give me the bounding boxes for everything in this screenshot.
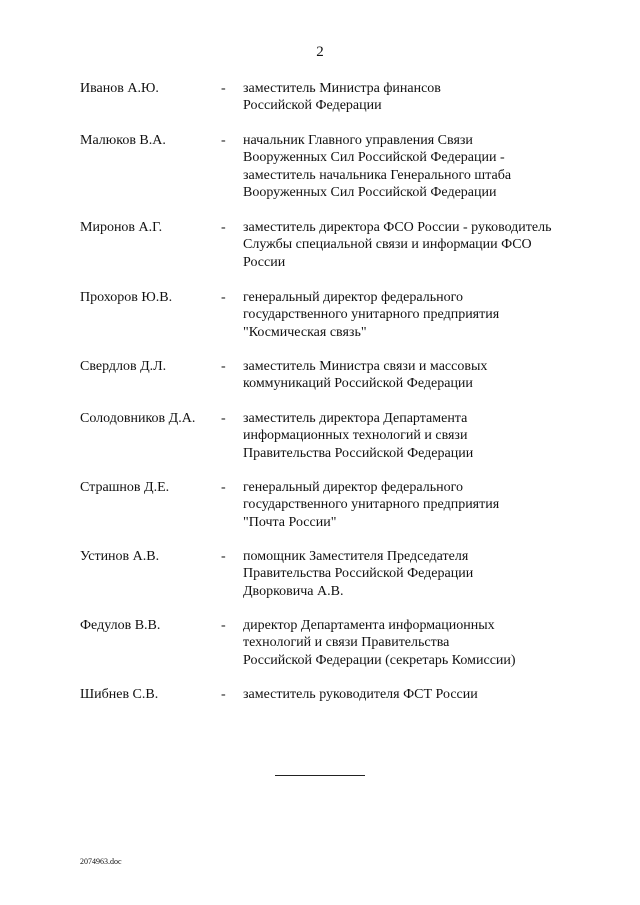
- position-line: Дворковича А.В.: [243, 583, 344, 599]
- dash-separator: -: [221, 411, 226, 426]
- dash-separator: -: [221, 133, 226, 148]
- position-line: заместитель руководителя ФСТ России: [243, 687, 478, 702]
- member-position: [243, 686, 603, 703]
- member-position: [243, 617, 603, 669]
- position-line: Правительства Российской Федерации: [243, 445, 474, 461]
- position-line: Службы специальной связи и информации ФСО: [243, 237, 532, 253]
- position-line: заместитель Министра финансов: [243, 81, 441, 96]
- member-row: [0, 617, 640, 687]
- member-name: Свердлов Д.Л.: [80, 359, 167, 374]
- member-row: [0, 410, 640, 480]
- page-number: 2: [316, 44, 324, 60]
- position-line: коммуникаций Российской Федерации: [243, 376, 473, 392]
- member-row: [0, 132, 640, 202]
- end-of-list-rule: [275, 775, 365, 776]
- member-name: Устинов А.В.: [80, 549, 160, 564]
- member-name: Страшнов Д.Е.: [80, 480, 170, 495]
- position-line: Вооруженных Сил Российской Федерации -: [243, 150, 505, 166]
- position-line: Вооруженных Сил Российской Федерации: [243, 184, 497, 200]
- member-row: [0, 548, 640, 618]
- position-line: информационных технологий и связи: [243, 428, 468, 444]
- dash-separator: -: [221, 549, 226, 564]
- position-line: помощник Заместителя Председателя: [243, 549, 469, 564]
- dash-separator: -: [221, 687, 226, 702]
- member-position: [243, 358, 603, 393]
- position-line: технологий и связи Правительства: [243, 635, 450, 651]
- member-position: [243, 479, 603, 531]
- member-name: Федулов В.В.: [80, 618, 161, 633]
- member-name: Солодовников Д.А.: [80, 411, 196, 426]
- position-line: заместитель начальника Генерального штаба: [243, 167, 512, 183]
- position-line: начальник Главного управления Связи: [243, 133, 473, 148]
- footer-file-name: 2074963.doc: [80, 857, 122, 866]
- member-position: [243, 132, 603, 201]
- position-line: "Почта России": [243, 514, 337, 530]
- position-line: "Космическая связь": [243, 324, 367, 340]
- position-line: Российской Федерации (секретарь Комиссии): [243, 652, 516, 668]
- dash-separator: -: [221, 359, 226, 374]
- member-position: [243, 289, 603, 341]
- position-line: Правительства Российской Федерации: [243, 566, 474, 582]
- member-position: [243, 219, 603, 271]
- member-name: Прохоров Ю.В.: [80, 290, 173, 305]
- dash-separator: -: [221, 81, 226, 96]
- position-line: генеральный директор федерального: [243, 290, 463, 305]
- dash-separator: -: [221, 480, 226, 495]
- member-name: Шибнев С.В.: [80, 687, 159, 702]
- member-position: [243, 80, 603, 115]
- member-row: [0, 686, 640, 706]
- member-position: [243, 548, 603, 600]
- position-line: заместитель Министра связи и массовых: [243, 359, 488, 374]
- dash-separator: -: [221, 220, 226, 235]
- position-line: генеральный директор федерального: [243, 480, 463, 495]
- member-position: [243, 410, 603, 462]
- dash-separator: -: [221, 290, 226, 305]
- position-line: директор Департамента информационных: [243, 618, 495, 633]
- position-line: заместитель директора Департамента: [243, 411, 468, 426]
- member-row: [0, 289, 640, 359]
- position-line: Российской Федерации: [243, 98, 382, 114]
- member-name: Иванов А.Ю.: [80, 81, 159, 96]
- position-line: России: [243, 254, 286, 270]
- position-line: заместитель директора ФСО России - руководитель: [243, 220, 552, 235]
- member-name: Миронов А.Г.: [80, 220, 163, 235]
- position-line: государственного унитарного предприятия: [243, 307, 500, 323]
- member-row: [0, 219, 640, 289]
- dash-separator: -: [221, 618, 226, 633]
- position-line: государственного унитарного предприятия: [243, 497, 500, 513]
- member-name: Малюков В.А.: [80, 133, 166, 148]
- member-row: [0, 479, 640, 549]
